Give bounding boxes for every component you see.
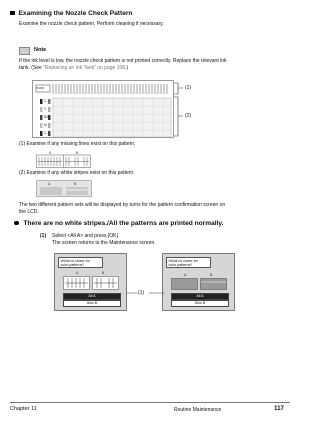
note-line-1: If the ink level is low, the nozzle check pattern is not printed correctly. Replace the relevant ink <box>19 58 227 64</box>
lcd-screen-left <box>54 253 127 311</box>
step-line-2: The screen returns to the Maintenance screen. <box>52 240 156 246</box>
footer-chapter: Chapter 11 <box>10 406 37 412</box>
footer-page-number: 117 <box>274 405 284 412</box>
stripe-letter-b: B <box>74 182 77 186</box>
caption-2: (2) Examine if any white stripes exist on this pattern. <box>19 170 135 176</box>
section-heading <box>10 10 132 17</box>
lcd-also-b-button-right[interactable]: Also B <box>171 300 229 307</box>
caption-1: (1) Examine if any missing lines exist on this pattern. <box>19 141 136 147</box>
lcd-callout: (1) <box>138 290 145 296</box>
lcd-patterns-left <box>63 276 119 290</box>
step-line-1: Select <All A> and press [OK]. <box>52 233 120 239</box>
note-line-2: tank. (See "Replacing an Ink Tank" on page 108.) <box>19 65 129 71</box>
lcd-letter-b-right: B <box>210 273 213 277</box>
lcd-letter-a-left: A <box>76 271 79 275</box>
ink-label-4: M <box>44 123 47 127</box>
nozzle-pattern-figure <box>32 80 174 138</box>
paragraph-line-1: The two different pattern sets will be displayed by turns for the pattern confirmation screen on <box>19 202 226 208</box>
sample-letter-a: A <box>49 151 52 155</box>
missing-lines-sample <box>36 151 91 168</box>
lcd-screen-right <box>162 253 235 311</box>
nozzle-pattern-graphic <box>33 81 175 139</box>
note-icon <box>19 47 30 55</box>
lcd-question-left: Which is closer for color patterns? <box>58 257 103 268</box>
lcd-all-a-button-left[interactable]: All A <box>63 293 121 300</box>
section-title: Examining the Nozzle Check Pattern <box>18 10 133 17</box>
bullet-title: There are no white stripes./All the patterns are printed normally. <box>23 220 224 227</box>
note-label: Note <box>34 46 47 53</box>
callout-2: (2) <box>185 113 192 119</box>
ink-label-3: BK <box>44 115 49 119</box>
ink-label-pgbk: PGBK <box>36 86 45 90</box>
ink-label-5: C <box>44 131 47 135</box>
white-stripes-sample <box>36 180 92 197</box>
lcd-all-a-button-right[interactable]: All A <box>171 293 229 300</box>
stripe-letter-a: A <box>48 182 51 186</box>
lcd-callout-lines <box>125 285 165 297</box>
ink-label-2: Y <box>44 107 47 111</box>
section-intro: Examine the nozzle check pattern. Perform cleaning if necessary. <box>19 21 164 27</box>
callout-1: (1) <box>185 85 192 91</box>
bullet-heading <box>14 220 223 227</box>
footer-section: Routine Maintenance <box>174 407 222 413</box>
note-badge <box>19 46 63 56</box>
lcd-letter-a-right: A <box>184 273 187 277</box>
sample-letter-b: B <box>76 151 79 155</box>
square-bullet-icon <box>10 11 15 16</box>
ink-label-1: C <box>44 99 47 103</box>
footer-rule <box>10 402 290 403</box>
lcd-question-right: Which is closer for color patterns? <box>166 257 211 268</box>
lcd-also-b-button-left[interactable]: Also B <box>63 300 121 307</box>
note-link[interactable]: "Replacing an Ink Tank" on page 108 <box>43 65 126 71</box>
paragraph-line-2: the LCD. <box>19 209 39 215</box>
circle-bullet-icon <box>14 221 19 226</box>
lcd-patterns-right <box>171 278 227 290</box>
lcd-letter-b-left: B <box>102 271 105 275</box>
step-number: (1) <box>40 233 47 239</box>
